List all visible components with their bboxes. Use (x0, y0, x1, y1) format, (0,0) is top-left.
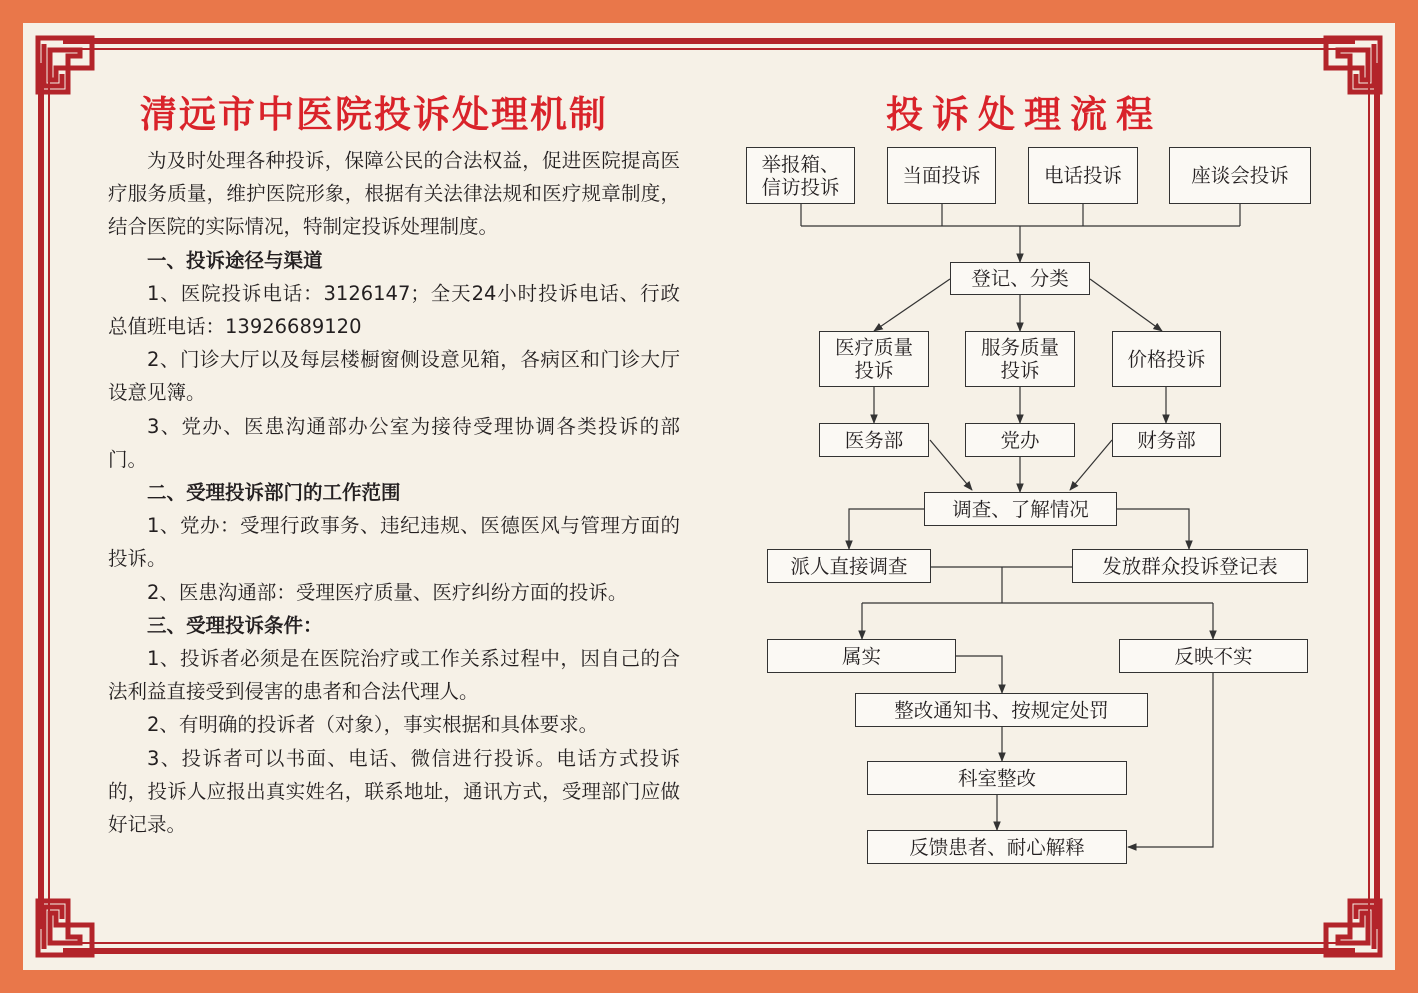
corner-ornament-bottom-left (35, 898, 95, 958)
box-investigate: 调查、了解情况 (924, 492, 1117, 526)
box-medical-dept: 医务部 (819, 423, 929, 457)
box-in-person-complaint: 当面投诉 (887, 147, 996, 204)
mechanism-body (108, 144, 680, 841)
mechanism-title: 清远市中医院投诉处理机制 (140, 93, 608, 136)
box-rectify-notice: 整改通知书、按规定处罚 (855, 693, 1148, 727)
section-heading-scope: 二、受理投诉部门的工作范围 (147, 481, 401, 505)
section-heading-conditions: 三、受理投诉条件： (147, 613, 323, 637)
box-phone-complaint: 电话投诉 (1028, 147, 1138, 204)
channel-item-2: 2、门诊大厅以及每层楼橱窗侧设意见箱，各病区和门诊大厅设意见簿。 (108, 348, 680, 405)
scope-item-1: 1、党办：受理行政事务、违纪违规、医德医风与管理方面的投诉。 (108, 514, 680, 571)
box-finance-dept: 财务部 (1112, 423, 1221, 457)
channel-item-3: 3、党办、医患沟通部办公室为接待受理协调各类投诉的部门。 (108, 414, 680, 471)
box-verified-true: 属实 (767, 639, 956, 673)
box-feedback-patient: 反馈患者、耐心解释 (867, 830, 1127, 864)
flowchart-title: 投诉处理流程 (886, 93, 1162, 136)
corner-ornament-top-left (35, 35, 95, 95)
frame-left (38, 63, 44, 929)
box-party-office: 党办 (965, 423, 1075, 457)
frame-right-inner (1368, 63, 1370, 929)
box-dept-rectify: 科室整改 (867, 761, 1127, 795)
section-heading-channels: 一、投诉途径与渠道 (147, 248, 323, 272)
frame-bottom-inner (63, 942, 1355, 944)
box-complaint-form: 发放群众投诉登记表 (1072, 549, 1308, 583)
box-price-complaint: 价格投诉 (1112, 331, 1221, 387)
box-medical-quality: 医疗质量 投诉 (819, 331, 929, 387)
box-register-classify: 登记、分类 (950, 262, 1090, 295)
box-direct-investigation: 派人直接调查 (767, 549, 931, 583)
condition-item-1: 1、投诉者必须是在医院治疗或工作关系过程中，因自己的合法利益直接受到侵害的患者和合法代理人。 (108, 647, 680, 704)
box-not-true: 反映不实 (1119, 639, 1308, 673)
scope-item-2: 2、医患沟通部：受理医疗质量、医疗纠纷方面的投诉。 (147, 580, 628, 604)
channel-item-1: 1、医院投诉电话：3126147；全天24小时投诉电话、行政总值班电话：13926689120 (108, 281, 680, 339)
corner-ornament-bottom-right (1323, 898, 1383, 958)
condition-item-2: 2、有明确的投诉者（对象），事实根据和具体要求。 (147, 713, 599, 737)
frame-top-inner (63, 48, 1355, 50)
box-service-quality: 服务质量 投诉 (965, 331, 1075, 387)
intro-paragraph: 为及时处理各种投诉，保障公民的合法权益，促进医院提高医疗服务质量，维护医院形象，根据有关法律法规和医疗规章制度，结合医院的实际情况，特制定投诉处理制度。 (108, 149, 680, 239)
frame-left-inner (48, 63, 50, 929)
frame-right (1374, 63, 1380, 929)
condition-item-3: 3、投诉者可以书面、电话、微信进行投诉。电话方式投诉的，投诉人应报出真实姓名，联系地址，通讯方式，受理部门应做好记录。 (108, 746, 680, 837)
frame-top (63, 38, 1355, 44)
frame-bottom (63, 948, 1355, 954)
corner-ornament-top-right (1323, 35, 1383, 95)
box-mailbox-complaint: 举报箱、 信访投诉 (746, 147, 855, 204)
box-forum-complaint: 座谈会投诉 (1169, 147, 1311, 204)
